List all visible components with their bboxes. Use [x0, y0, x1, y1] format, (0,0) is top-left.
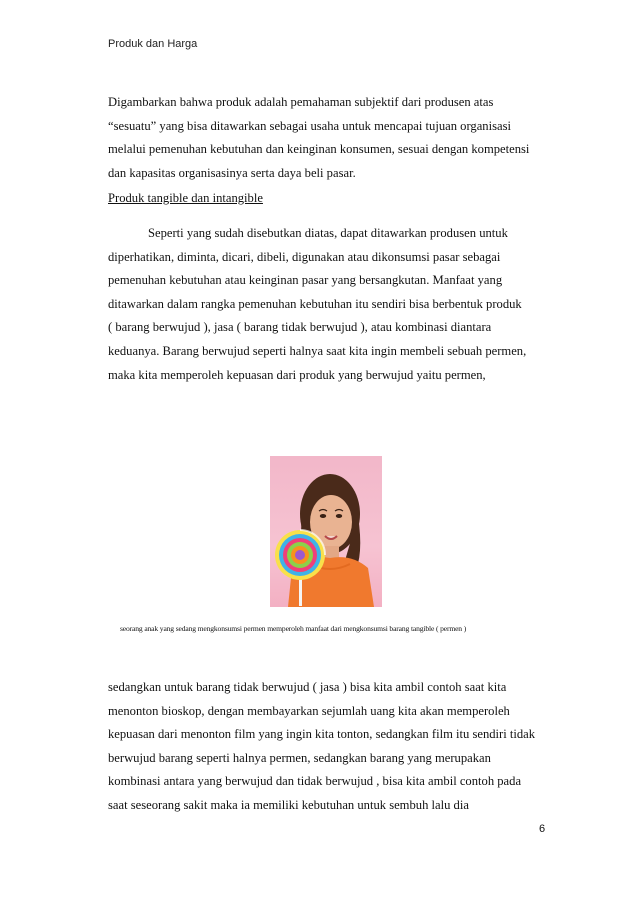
text-line: keduanya. Barang berwujud seperti halnya saat kita ingin membeli sebuah permen, — [108, 343, 527, 358]
text-line: diperhatikan, diminta, dicari, dibeli, digunakan atau dikonsumsi pasar sebagai — [108, 249, 501, 264]
text-line: berwujud barang seperti halnya permen, sedangkan barang yang merupakan — [108, 750, 491, 765]
text-line: pemenuhan kebutuhan atau keinginan pasar yang bersangkutan. Manfaat yang — [108, 273, 503, 288]
figure-caption: seorang anak yang sedang mengkonsumsi permen memperoleh manfaat dari mengkonsumsi barang tangible ( permen ) — [120, 624, 467, 633]
text-line: Digambarkan bahwa produk adalah pemahaman subjektif dari produsen atas — [108, 95, 494, 109]
text-line: maka kita memperoleh kepuasan dari produk yang berwujud yaitu permen, — [108, 367, 486, 382]
text-line: ( barang berwujud ), jasa ( barang tidak berwujud ), atau kombinasi diantara — [108, 320, 492, 335]
text-line: “sesuatu” yang bisa ditawarkan sebagai usaha untuk mencapai tujuan organisasi — [108, 118, 511, 133]
photo-girl-with-lollipop — [270, 456, 382, 607]
photo-illustration — [270, 456, 382, 607]
text-line: Seperti yang sudah disebutkan diatas, dapat ditawarkan produsen untuk — [148, 226, 508, 240]
text-line: melalui pemenuhan kebutuhan dan keinginan konsumen, sesuai dengan kompetensi — [108, 142, 530, 157]
text-line: ditawarkan dalam rangka pemenuhan kebutuhan itu sendiri bisa berbentuk produk — [108, 296, 522, 311]
text-line: dan kapasitas organisasinya serta daya beli pasar. — [108, 165, 356, 180]
text-line: sedangkan untuk barang tidak berwujud ( jasa ) bisa kita ambil contoh saat kita — [108, 680, 507, 694]
text-line: kepuasan dari menonton film yang ingin kita tonton, sedangkan film itu sendiri tidak — [108, 727, 536, 742]
paragraph-intro — [108, 91, 548, 185]
section-heading: Produk tangible dan intangible — [108, 191, 263, 205]
running-header: Produk dan Harga — [108, 38, 198, 50]
text-line: kombinasi antara yang berwujud dan tidak berwujud , bisa kita ambil contoh pada — [108, 774, 522, 789]
paragraph-intangible — [108, 676, 548, 818]
text-line: saat seseorang sakit maka ia memiliki kebutuhan untuk sembuh lalu dia — [108, 797, 469, 812]
page-number: 6 — [539, 823, 546, 835]
paragraph-tangible — [108, 222, 548, 387]
text-line: menonton bioskop, dengan membayarkan sejumlah uang kita akan memperoleh — [108, 703, 510, 718]
